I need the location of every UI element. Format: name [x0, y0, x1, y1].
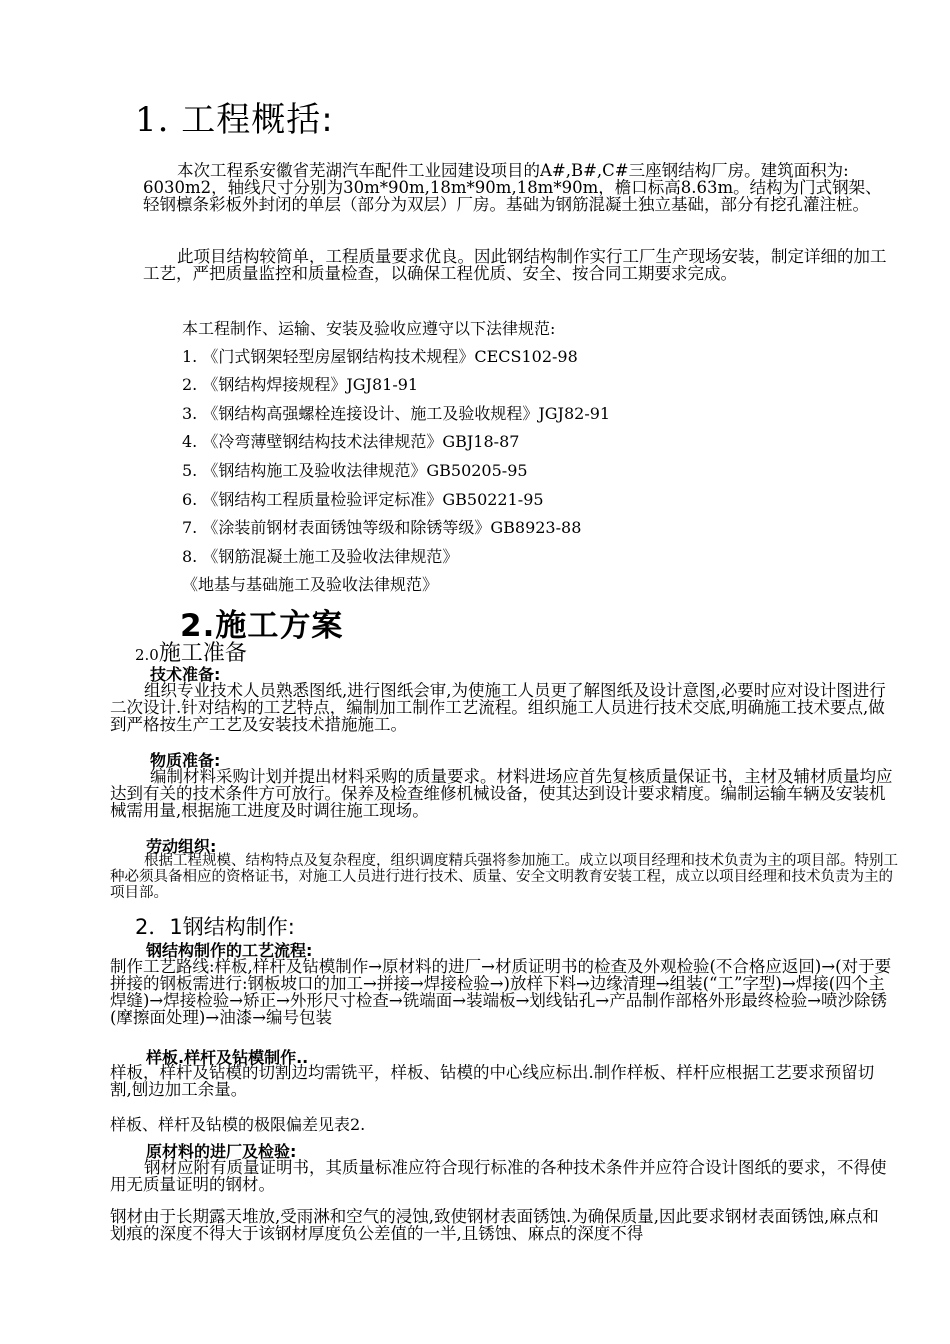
standard-item: 4. 《冷弯薄壁钢结构技术法律规范》GBJ18-87: [182, 432, 520, 451]
process-flow-text: 制作工艺路线:样板,样杆及钻模制作→原材料的进厂→材质证明书的检查及外观检验(不合格应返回)→(对于要拼接的钢板需进行:钢板坡口的加工→拼接→焊接检验→)放样下料→边缘清理→组装(“工”字型)→焊接(四个主焊缝)→焊接检验→矫正→外形尺寸检查→铣端面→装端板→划线钻孔→产品制作部格外形最终检验→喷沙除锈(摩擦面处理)→油漆→编号包装: [110, 957, 892, 1027]
labor-org-text: 根据工程规模、结构特点及复杂程度，组织调度精兵强将参加施工。成立以项目经理和技术负责为主的项目部。特别工种必须具备相应的资格证书，对施工人员进行进行技术、质量、安全文明教育安装工程，成立以项目经理和技术负责为主的项目部。: [110, 853, 898, 901]
template-making-title: 样板.样杆及钻模制作..: [146, 1048, 309, 1067]
standard-item: 7. 《涂装前钢材表面锈蚀等级和除锈等级》GB8923-88: [182, 518, 582, 537]
subsection-2-1-title: 2．1钢结构制作:: [135, 915, 295, 939]
section-1-para-3: 本工程制作、运输、安装及验收应遵守以下法律规范:: [182, 319, 556, 338]
section-2-title: 2.施工方案: [180, 608, 344, 644]
section-1-number: 1.: [135, 100, 170, 140]
subsection-2-0-number: 2.0: [135, 646, 159, 664]
section-1-title: 工程概括:: [181, 100, 334, 140]
standard-item-extra: 《地基与基础施工及验收法律规范》: [182, 575, 439, 594]
labor-org-title: 劳动组织:: [146, 837, 217, 856]
subsection-2-0-title: 施工准备: [158, 641, 247, 666]
template-making-text: 样板，样杆及钻模的切割边均需铣平，样板、钻模的中心线应标出.制作样板、样杆应根据工艺要求预留切割,刨边加工余量。: [110, 1063, 875, 1099]
raw-material-text: 钢材应附有质量证明书，其质量标准应符合现行标准的各种技术条件并应符合设计图纸的要求，不得使用无质量证明的钢材。: [110, 1158, 887, 1194]
section-1-heading: [135, 92, 334, 141]
process-flow-title: 钢结构制作的工艺流程:: [146, 941, 313, 960]
standard-item: 3. 《钢结构高强螺栓连接设计、施工及验收规程》JGJ82-91: [182, 404, 611, 423]
rust-requirement-text: 钢材由于长期露天堆放,受雨淋和空气的浸蚀,致使钢材表面锈蚀.为确保质量,因此要求钢材表面锈蚀,麻点和划痕的深度不得大于该钢材厚度负公差值的一半,且锈蚀、麻点的深度不得: [110, 1207, 879, 1243]
material-prep-text: 编制材料采购计划并提出材料采购的质量要求。材料进场应首先复核质量保证书，主材及辅材质量均应达到有关的技术条件方可放行。保养及检查维修机械设备，使其达到设计要求精度。编制运输车辆及安装机械需用量,根据施工进度及时调往施工现场。: [110, 767, 893, 820]
raw-material-title: 原材料的进厂及检验:: [146, 1142, 297, 1161]
tech-prep-title: 技术准备:: [150, 665, 221, 684]
section-1-para-1: 本次工程系安徽省芜湖汽车配件工业园建设项目的A#,B#,C#三座钢结构厂房。建筑面积为: 6030m2，轴线尺寸分别为30m*90m,18m*90m,18m*90m，檐口标高8.63m。结构为门式钢架、轻钢檩条彩板外封闭的单层（部分为双层）厂房。基础为钢筋混凝土独立基础，部分有挖孔灌注桩。: [143, 161, 882, 214]
standard-item: 8. 《钢筋混凝土施工及验收法律规范》: [182, 547, 459, 566]
template-tolerance-note: 样板、样杆及钻模的极限偏差见表2.: [110, 1115, 366, 1134]
standard-item: 5. 《钢结构施工及验收法律规范》GB50205-95: [182, 461, 528, 480]
tech-prep-text: 组织专业技术人员熟悉图纸,进行图纸会审,为使施工人员更了解图纸及设计意图,必要时应对设计图进行二次设计.针对结构的工艺特点，编制加工制作工艺流程。组织施工人员进行技术交底,明确施工技术要点,做到严格按生产工艺及安装技术措施施工。: [110, 681, 886, 734]
standard-item: 6. 《钢结构工程质量检验评定标准》GB50221-95: [182, 490, 544, 509]
standard-item: 2. 《钢结构焊接规程》JGJ81-91: [182, 375, 419, 394]
section-1-para-2: 此项目结构较简单，工程质量要求优良。因此钢结构制作实行工厂生产现场安装，制定详细的加工工艺，严把质量监控和质量检查，以确保工程优质、安全、按合同工期要求完成。: [143, 247, 887, 283]
standard-item: 1. 《门式钢架轻型房屋钢结构技术规程》CECS102-98: [182, 347, 578, 366]
material-prep-title: 物质准备:: [150, 751, 221, 770]
